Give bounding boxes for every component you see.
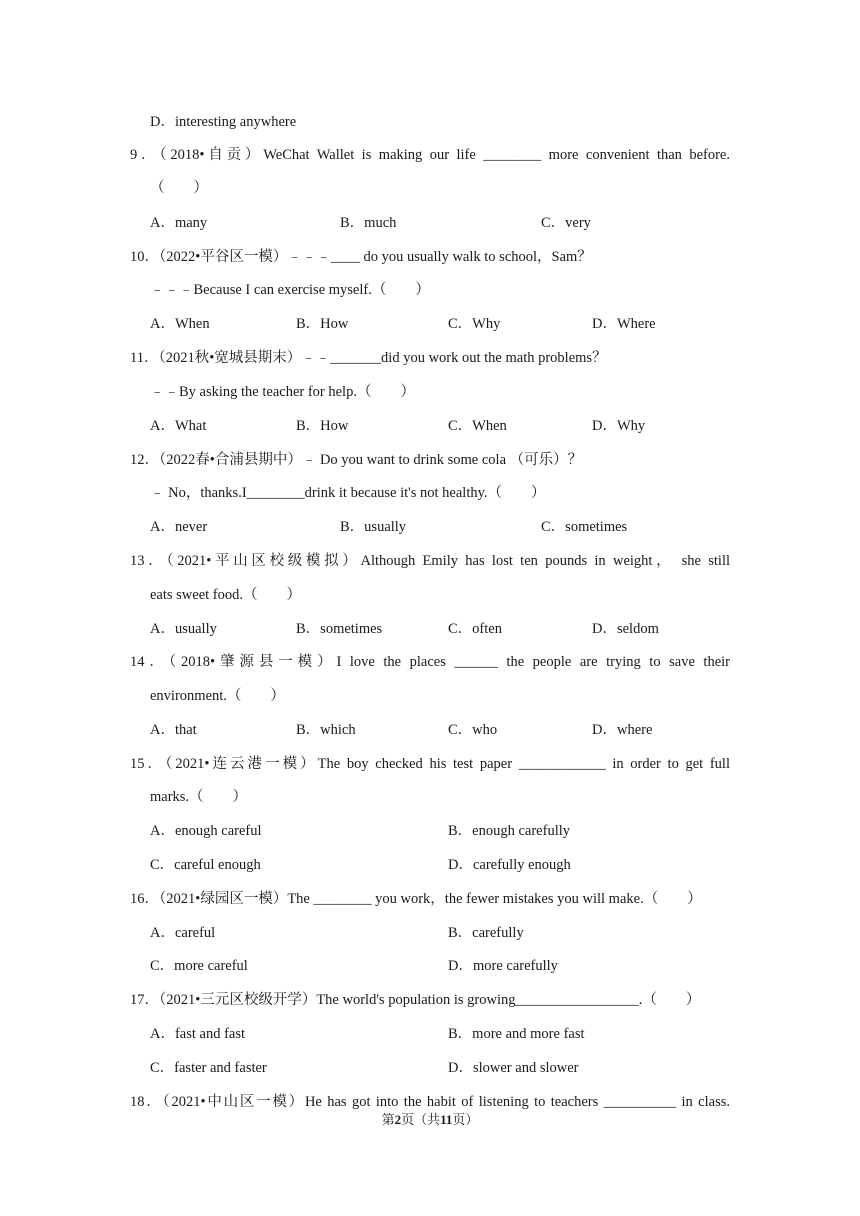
question-15-option-b[interactable]: B．enough carefully bbox=[448, 823, 571, 839]
question-16-option-a[interactable]: A．careful bbox=[150, 925, 216, 941]
question-10-option-a[interactable]: A．When bbox=[150, 316, 210, 332]
question-18-text: 18．（2021•中山区一模）He has got into the habit of listening to teachers __________ in class. bbox=[130, 1094, 730, 1110]
footer-suffix: 页） bbox=[452, 1112, 479, 1127]
question-12-answer-line: ﹣ No，thanks.I________drink it because it's not healthy.（ ） bbox=[150, 485, 546, 501]
question-11-option-a[interactable]: A．What bbox=[150, 418, 207, 434]
prev-option-d: D．interesting anywhere bbox=[150, 114, 297, 130]
question-12-option-c[interactable]: C．sometimes bbox=[541, 519, 628, 535]
question-15-continued: marks.（ ） bbox=[150, 789, 248, 805]
question-14-continued: environment.（ ） bbox=[150, 688, 285, 704]
question-12-option-a[interactable]: A．never bbox=[150, 519, 208, 535]
question-13-option-c[interactable]: C．often bbox=[448, 621, 502, 637]
question-13-text: 13．（2021•平山区校级模拟）Although Emily has lost ten pounds in weight， she still bbox=[130, 553, 730, 569]
question-14-text: 14．（2018•肇源县一模）I love the places ______ the people are trying to save their bbox=[130, 654, 730, 670]
question-10-option-c[interactable]: C．Why bbox=[448, 316, 501, 332]
question-10-text: 10．（2022•平谷区一模）﹣﹣﹣____ do you usually walk to school，Sam？ bbox=[130, 249, 592, 265]
question-15-option-a[interactable]: A．enough careful bbox=[150, 823, 262, 839]
question-16-text: 16．（2021•绿园区一模）The ________ you work，the fewer mistakes you will make.（ ） bbox=[130, 891, 702, 907]
question-9-blank: （ ） bbox=[150, 180, 208, 196]
page-footer bbox=[0, 1111, 860, 1129]
question-10-answer-line: ﹣﹣﹣Because I can exercise myself.（ ） bbox=[150, 282, 430, 298]
question-13-option-a[interactable]: A．usually bbox=[150, 621, 217, 637]
question-16-option-c[interactable]: C．more careful bbox=[150, 958, 248, 974]
question-17-text: 17．（2021•三元区校级开学）The world's population is growing_________________.（ ） bbox=[130, 992, 701, 1008]
question-11-option-c[interactable]: C．When bbox=[448, 418, 507, 434]
question-14-option-d[interactable]: D．where bbox=[592, 722, 653, 738]
footer-page-number: 2 bbox=[394, 1112, 402, 1127]
question-17-option-a[interactable]: A．fast and fast bbox=[150, 1026, 246, 1042]
question-12-text: 12．（2022春•合浦县期中）﹣ Do you want to drink some cola （可乐）？ bbox=[130, 452, 583, 468]
question-16-option-d[interactable]: D．more carefully bbox=[448, 958, 558, 974]
question-13-continued: eats sweet food.（ ） bbox=[150, 587, 302, 603]
question-15-option-d[interactable]: D．carefully enough bbox=[448, 857, 571, 873]
footer-mid: 页（共 bbox=[401, 1112, 441, 1127]
question-9-text: 9．（2018•自贡）WeChat Wallet is making our life ________ more convenient than before. bbox=[130, 147, 730, 163]
question-9-option-a[interactable]: A．many bbox=[150, 215, 208, 231]
question-14-option-c[interactable]: C．who bbox=[448, 722, 498, 738]
footer-total-pages: 11 bbox=[440, 1112, 453, 1127]
question-10-option-d[interactable]: D．Where bbox=[592, 316, 656, 332]
question-15-option-c[interactable]: C．careful enough bbox=[150, 857, 261, 873]
footer-prefix: 第 bbox=[381, 1112, 395, 1127]
question-13-option-b[interactable]: B．sometimes bbox=[296, 621, 383, 637]
question-14-option-a[interactable]: A．that bbox=[150, 722, 197, 738]
question-11-text: 11．（2021秋•宽城县期末）﹣﹣_______did you work out the math problems？ bbox=[130, 350, 607, 366]
question-11-answer-line: ﹣﹣By asking the teacher for help.（ ） bbox=[150, 384, 415, 400]
question-17-option-d[interactable]: D．slower and slower bbox=[448, 1060, 579, 1076]
question-15-text: 15．（2021•连云港一模）The boy checked his test paper ____________ in order to get full bbox=[130, 756, 730, 772]
question-11-option-b[interactable]: B．How bbox=[296, 418, 349, 434]
question-10-option-b[interactable]: B．How bbox=[296, 316, 349, 332]
question-9-option-b[interactable]: B．much bbox=[340, 215, 397, 231]
question-17-option-c[interactable]: C．faster and faster bbox=[150, 1060, 267, 1076]
question-14-option-b[interactable]: B．which bbox=[296, 722, 356, 738]
question-17-option-b[interactable]: B．more and more fast bbox=[448, 1026, 585, 1042]
question-9-option-c[interactable]: C．very bbox=[541, 215, 591, 231]
question-12-option-b[interactable]: B．usually bbox=[340, 519, 407, 535]
question-16-option-b[interactable]: B．carefully bbox=[448, 925, 524, 941]
question-11-option-d[interactable]: D．Why bbox=[592, 418, 646, 434]
question-13-option-d[interactable]: D．seldom bbox=[592, 621, 659, 637]
